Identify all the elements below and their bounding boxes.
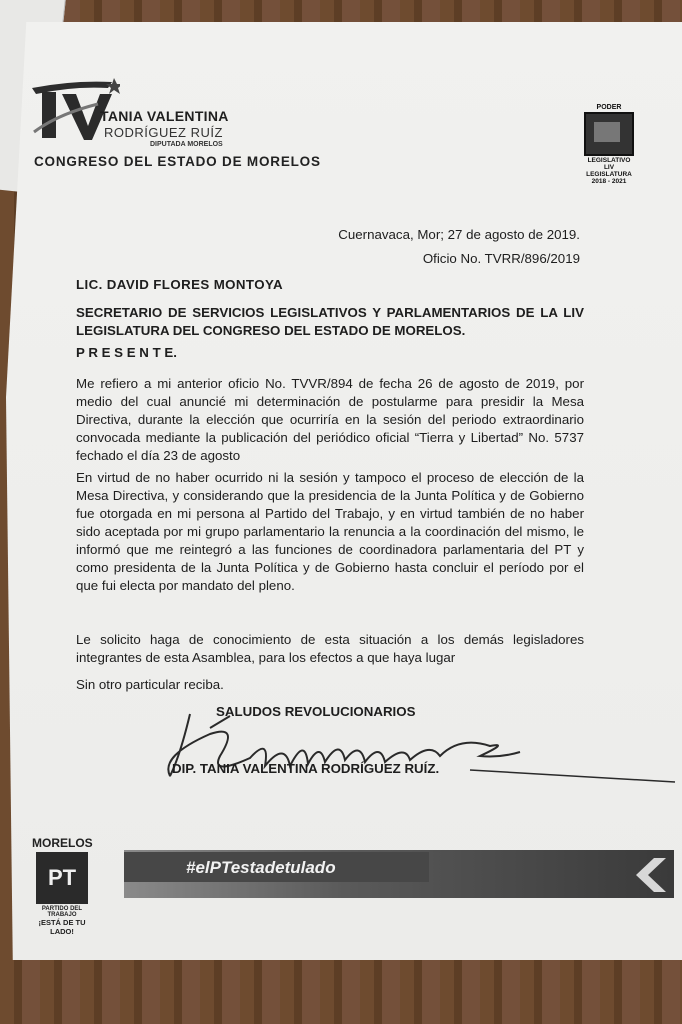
paragraph-2: En virtud de no haber ocurrido ni la sesión y tampoco el proceso de elección de la Mesa Directiva, y considerando que la presidencia de la Junta Política y de Gobierno fue otorgada en mi persona al Partido del Trabajo, y en virtud también de no haber sido aceptada por mi grupo parlamentario la renuncia a la coordinación del mismo, le informó que me reintegró a las funciones de coordinadora parlamentaria del PT y como presidenta de la Junta Política y de Gobierno hasta concluir el período por el que fui electa por mandato del pleno. [76, 470, 584, 593]
footer-state: MORELOS [32, 836, 93, 850]
footer-party-name: PARTIDO DEL TRABAJO [41, 906, 83, 918]
paragraph-1: Me refiero a mi anterior oficio No. TVVR/894 de fecha 26 de agosto de 2019, por medio del cual anuncié mi determinación de postularme para presidir la Mesa Directiva, durante la elección que ocurriría en la sesión del periodo extraordinario convocada mediante la publicación del periódico oficial “Tierra y Libertad” No. 5737 fechado el día 23 de agosto [76, 376, 584, 463]
pt-footer-logo [32, 836, 92, 936]
paragraph-3: Le solicito haga de conocimiento de esta situación a los demás legisladores integrantes de esta Asamblea, para los efectos a que haya lugar [76, 632, 584, 665]
greeting: SALUDOS REVOLUCIONARIOS [216, 704, 416, 719]
seal-line1: LEGISLATIVO [587, 157, 631, 164]
seal-emblem-icon [584, 112, 634, 156]
seal-years: 2018 - 2021 [591, 178, 627, 185]
recipient-name: LIC. DAVID FLORES MONTOYA [76, 277, 284, 292]
footer-slogan: ¡ESTÁ DE TU LADO! [38, 918, 86, 936]
recipient-title: SECRETARIO DE SERVICIOS LEGISLATIVOS Y PARLAMENTARIOS DE LA LIV LEGISLATURA DEL CONGRESO DEL ESTADO DE MORELOS. [76, 305, 584, 338]
pt-logo-icon: PT [36, 852, 88, 904]
seal-top: PODER [596, 104, 622, 111]
legislature-seal [584, 104, 634, 184]
chevron-left-icon [628, 856, 668, 894]
salutation: P R E S E N T E. [76, 345, 177, 360]
header-congress: CONGRESO DEL ESTADO DE MORELOS [34, 154, 321, 169]
closing: Sin otro particular reciba. [76, 677, 224, 692]
place-date: Cuernavaca, Mor; 27 de agosto de 2019. [338, 227, 580, 242]
header-name-line1: TANIA VALENTINA [100, 108, 229, 124]
header-name-line2: RODRÍGUEZ RUÍZ [104, 125, 223, 140]
header-subtitle: DIPUTADA MORELOS [150, 141, 223, 148]
seal-line2: LIV LEGISLATURA [586, 164, 632, 178]
signer-name: DIP. TANIA VALENTINA RODRÍGUEZ RUÍZ. [172, 761, 440, 776]
reference-number: Oficio No. TVRR/896/2019 [422, 251, 580, 266]
footer-hashtag: #elPTestadetulado [186, 858, 336, 877]
